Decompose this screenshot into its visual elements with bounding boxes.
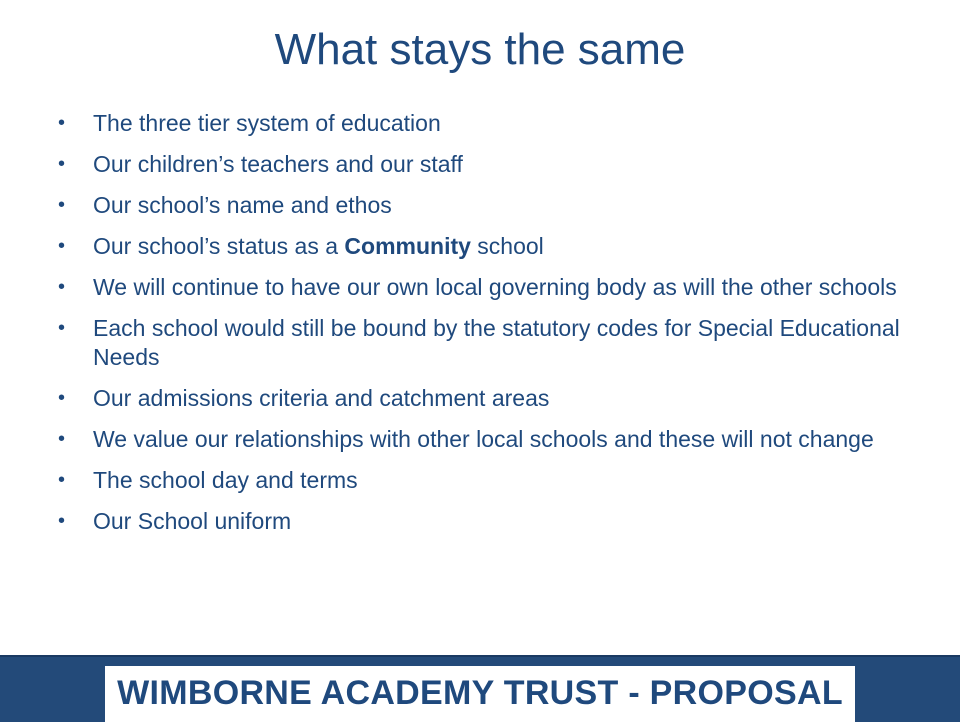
bullet-text: Our school’s name and ethos — [93, 192, 392, 218]
bullet-icon: • — [58, 276, 66, 298]
bullet-text: Our children’s teachers and our staff — [93, 151, 463, 177]
bullet-item — [56, 273, 916, 302]
bullet-text: Our School uniform — [93, 508, 292, 534]
bullet-item — [56, 109, 916, 138]
footer-label-box — [105, 666, 855, 722]
bullet-icon: • — [58, 510, 66, 532]
bullet-icon: • — [58, 153, 66, 175]
bullet-text: Each school would still be bound by the statutory codes for Special Educational Needs — [93, 315, 900, 370]
bullet-item — [56, 466, 916, 495]
bullet-list — [56, 109, 916, 548]
bullet-text: The three tier system of education — [93, 110, 441, 136]
bullet-item — [56, 384, 916, 413]
slide-title: What stays the same — [274, 25, 686, 74]
bullet-item — [56, 425, 916, 454]
bullet-text: The school day and terms — [93, 467, 358, 493]
bullet-icon: • — [58, 317, 66, 339]
bullet-icon: • — [58, 428, 66, 450]
footer-band — [0, 655, 960, 722]
bullet-icon: • — [58, 469, 66, 491]
bullet-text: We will continue to have our own local governing body as will the other schools — [93, 274, 897, 300]
bullet-icon: • — [58, 235, 66, 257]
footer-text: WIMBORNE ACADEMY TRUST - PROPOSAL — [117, 674, 843, 712]
bullet-text: Our admissions criteria and catchment areas — [93, 385, 550, 411]
bullet-text-pre: Our school’s status as a — [93, 233, 345, 259]
bullet-text-emphasis: Community — [344, 233, 471, 259]
bullet-item — [56, 232, 916, 261]
bullet-icon: • — [58, 112, 66, 134]
bullet-text: We value our relationships with other local schools and these will not change — [93, 426, 874, 452]
bullet-item — [56, 314, 916, 372]
bullet-icon: • — [58, 194, 66, 216]
bullet-item — [56, 507, 916, 536]
bullet-icon: • — [58, 387, 66, 409]
bullet-item — [56, 191, 916, 220]
bullet-text — [93, 233, 544, 259]
bullet-item — [56, 150, 916, 179]
bullet-text-post: school — [470, 233, 544, 259]
